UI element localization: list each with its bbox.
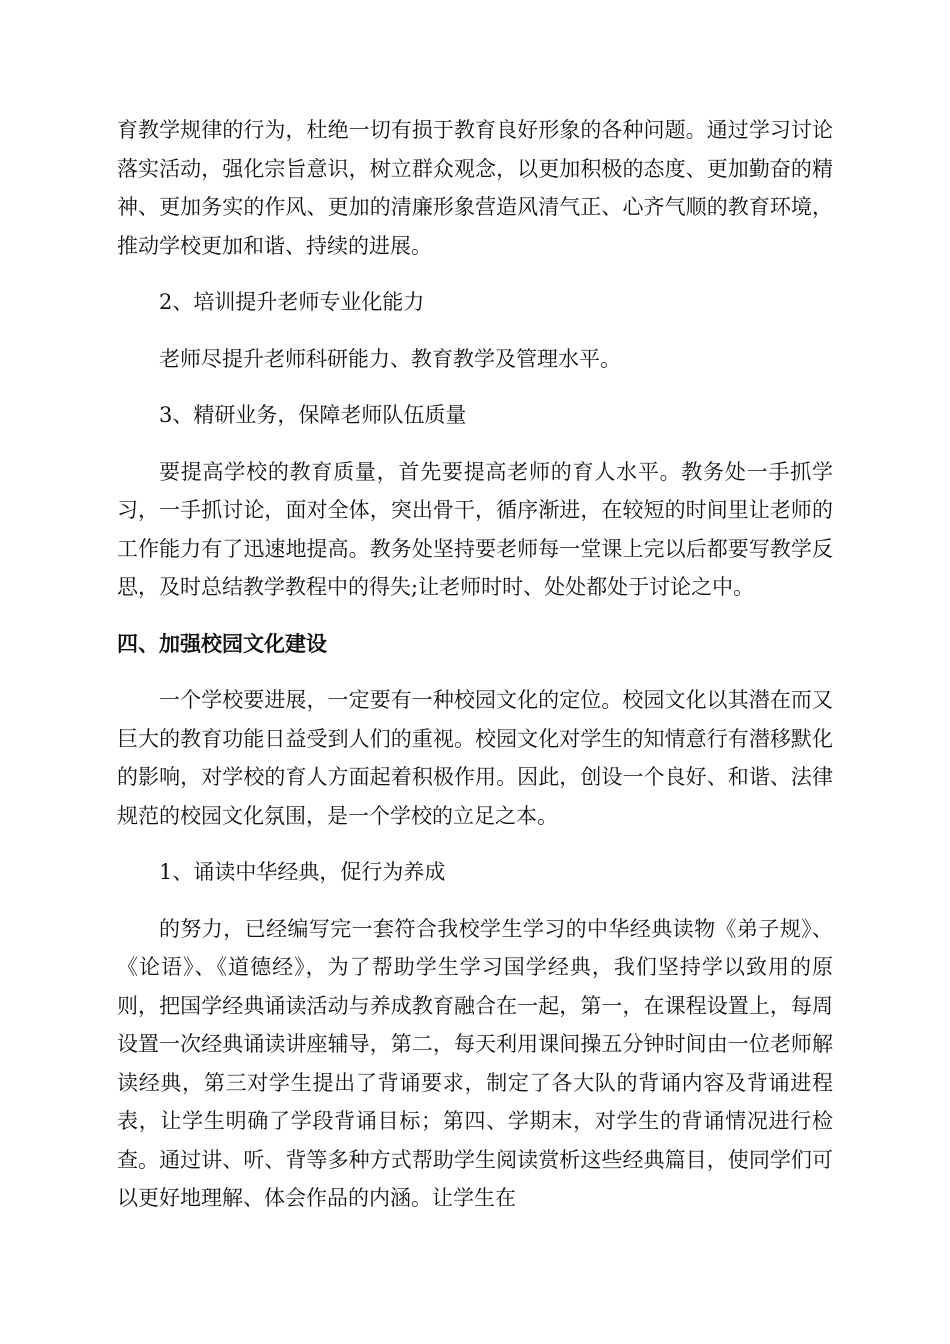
paragraph-4: 一个学校要进展，一定要有一种校园文化的定位。校园文化以其潜在而又巨大的教育功能日益受到人们的重视。校园文化对学生的知情意行有潜移默化的影响，对学校的育人方面起着积极作用。因此，创设一个良好、和谐、法律规范的校园文化氛围，是一个学校的立足之本。 [117, 688, 833, 828]
subheading-3: 3、精研业务，保障老师队伍质量 [159, 403, 467, 427]
paragraph-2: 老师尽提升老师科研能力、教育教学及管理水平。 [159, 346, 621, 371]
subheading-2: 2、培训提升老师专业化能力 [159, 290, 425, 314]
section-heading-4: 四、加强校园文化建设 [117, 631, 327, 656]
subheading-1: 1、诵读中华经典，促行为养成 [159, 860, 446, 884]
paragraph-5: 的努力，已经编写完一套符合我校学生学习的中华经典读物《弟子规》、《论语》、《道德经》，为了帮助学生学习国学经典，我们坚持学以致用的原则，把国学经典诵读活动与养成教育融合在一起，第一，在课程设置上，每周设置一次经典诵读讲座辅导，第二，每天利用课间操五分钟时间由一位老师解读经典，第三对学生提出了背诵要求，制定了各大队的背诵内容及背诵进程表，让学生明确了学段背诵目标；第四、学期末，对学生的背诵情况进行检查。通过讲、听、背等多种方式帮助学生阅读赏析这些经典篇目，使同学们可以更好地理解、体会作品的内涵。让学生在 [117, 916, 833, 1210]
paragraph-3: 要提高学校的教育质量，首先要提高老师的育人水平。教务处一手抓学习，一手抓讨论，面对全体，突出骨干，循序渐进，在较短的时间里让老师的工作能力有了迅速地提高。教务处坚持要老师每一堂课上完以后都要写教学反思，及时总结教学教程中的得失;让老师时时、处处都处于讨论之中。 [117, 459, 833, 599]
document-body [117, 111, 833, 1218]
paragraph-1: 育教学规律的行为，杜绝一切有损于教育良好形象的各种问题。通过学习讨论落实活动，强化宗旨意识，树立群众观念，以更加积极的态度、更加勤奋的精神、更加务实的作风、更加的清廉形象营造风清气正、心齐气顺的教育环境，推动学校更加和谐、持续的进展。 [117, 118, 833, 258]
